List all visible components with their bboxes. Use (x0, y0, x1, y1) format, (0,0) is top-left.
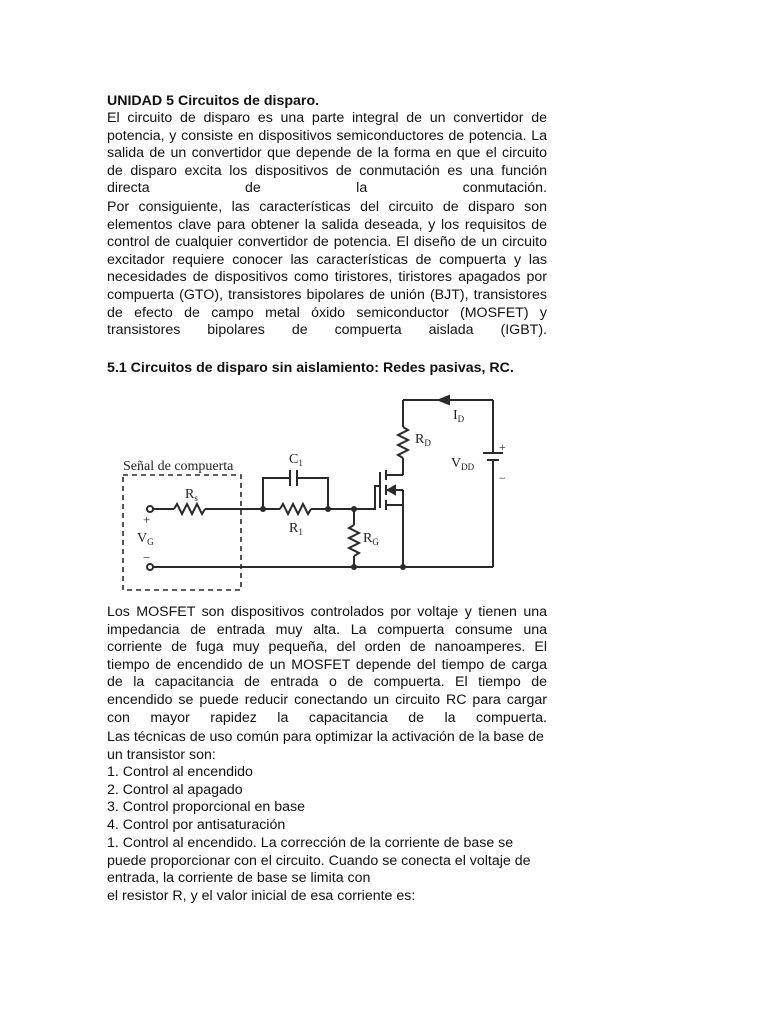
series-resistor-label: $R_s$ (185, 487, 198, 503)
supply-plus-sign: + (499, 440, 506, 454)
list-item: 3. Control proporcional en base (107, 799, 305, 816)
input-minus-sign: − (143, 550, 151, 565)
supply-voltage-label: $V_{DD}$ (451, 456, 475, 472)
list-item: 1. Control al encendido (107, 764, 253, 780)
drain-current-label: $I_D$ (453, 408, 465, 424)
drain-resistor-label: $R_D$ (415, 432, 431, 448)
parallel-resistor-label: $R_1$ (289, 521, 303, 537)
intro-paragraph: El circuito de disparo es una parte integral de un convertidor de potencia, y consiste en dispositivos semiconductores de potencia. La salida de un convertidor que depende de la forma en que el circuito de disparo excita los dispositivos de conmutación es una función directa de la conmutación. (107, 110, 547, 197)
mosfet-gate-drive-circuit-diagram (113, 390, 513, 595)
drain-resistor-rd (398, 427, 408, 458)
techniques-list (107, 764, 547, 834)
list-item: 2. Control al apagado (107, 781, 243, 798)
document-title: UNIDAD 5 Circuitos de disparo. (107, 93, 320, 109)
capacitor-label: $C_1$ (289, 452, 303, 468)
gate-resistor-rg (349, 525, 359, 556)
series-resistor-rs (174, 504, 205, 514)
current-arrow (439, 396, 449, 404)
gate-resistor-label: $R_G$ (363, 531, 379, 547)
mosfet-arrow (388, 486, 395, 494)
section-heading: 5.1 Circuitos de disparo sin aislamiento: Redes pasivas, RC. (107, 360, 514, 376)
list-item: 4. Control por antisaturación (107, 816, 286, 833)
input-voltage-label: $V_G$ (137, 531, 154, 547)
gate-signal-label: Señal de compuerta (123, 459, 234, 474)
mosfet-paragraph: Los MOSFET son dispositivos controlados por voltaje y tienen una impedancia de entrada muy alta. La compuerta consume una corriente de fuga muy pequeña, del orden de nanoamperes. El tiempo de encendido de un MOSFET depende del tiempo de carga de la capacitancia de entrada o de compuerta. El tiempo de encendido se puede reducir conectando un circuito RC para cargar con mayor rapidez la capacitancia de la compuerta. (107, 604, 547, 726)
supply-minus-sign: − (499, 471, 506, 485)
characteristics-paragraph: Por consiguiente, las características del circuito de disparo son elementos clave para obtener la salida deseada, y los requisitos de control de cualquier convertidor de potencia. El diseño de un circuito excitador requiere conocer las características de compuerta y las necesidades de dispositivos como tiristores, tiristores apagados por compuerta (GTO), transistores bipolares de unión (BJT), transistores de efecto de campo metal óxido semiconductor (MOSFET) y transistores bipolares de compuerta aislada (IGBT). (107, 199, 547, 339)
initial-current-paragraph: el resistor R, y el valor inicial de esa corriente es: (107, 888, 416, 904)
input-plus-sign: + (143, 512, 151, 527)
turn-on-control-paragraph: 1. Control al encendido. La corrección de la corriente de base se puede proporcionar con el circuito. Cuando se conecta el voltaje de entrada, la corriente de base se limita con (107, 835, 531, 887)
techniques-paragraph: Las técnicas de uso común para optimizar la activación de la base de un transistor son: (107, 729, 544, 763)
parallel-resistor-r1 (280, 504, 311, 514)
